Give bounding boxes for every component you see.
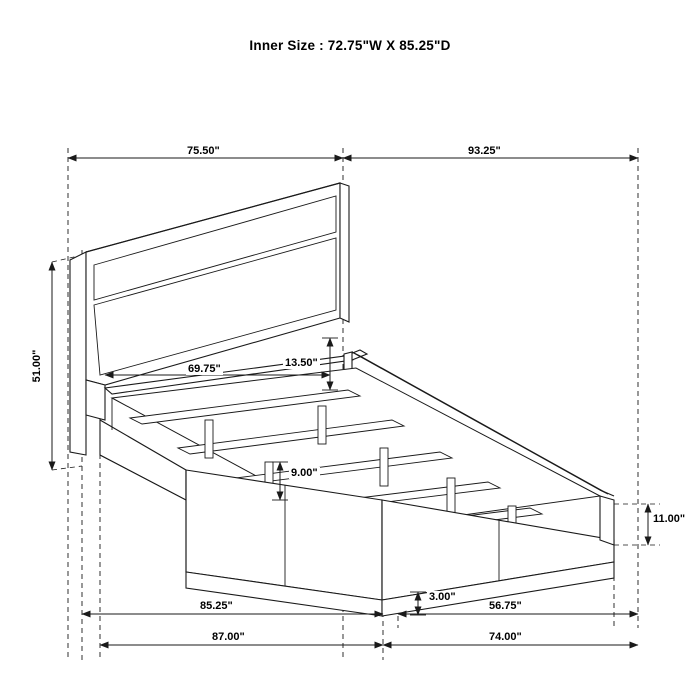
- dimension-label-bottom-d: 74.00": [489, 631, 522, 643]
- dimension-label-bottom-a: 85.25": [200, 600, 233, 612]
- dimension-label-top-left: 75.50": [187, 145, 220, 157]
- dimension-label-bottom-b: 56.75": [489, 600, 522, 612]
- dimension-label-plinth-height: 3.00": [429, 591, 456, 603]
- bed-illustration: [70, 183, 614, 616]
- page-title: Inner Size : 72.75"W X 85.25"D: [249, 38, 451, 53]
- dimension-label-rail-height: 13.50": [285, 357, 318, 369]
- dimension-label-top-right: 93.25": [468, 145, 501, 157]
- dimension-label-headboard-width: 69.75": [188, 363, 221, 375]
- dimension-label-slat-height: 9.00": [291, 467, 318, 479]
- dimension-label-bottom-c: 87.00": [212, 631, 245, 643]
- dimension-label-height-left: 51.00": [31, 336, 43, 396]
- dimension-label-base-height: 11.00": [653, 513, 686, 525]
